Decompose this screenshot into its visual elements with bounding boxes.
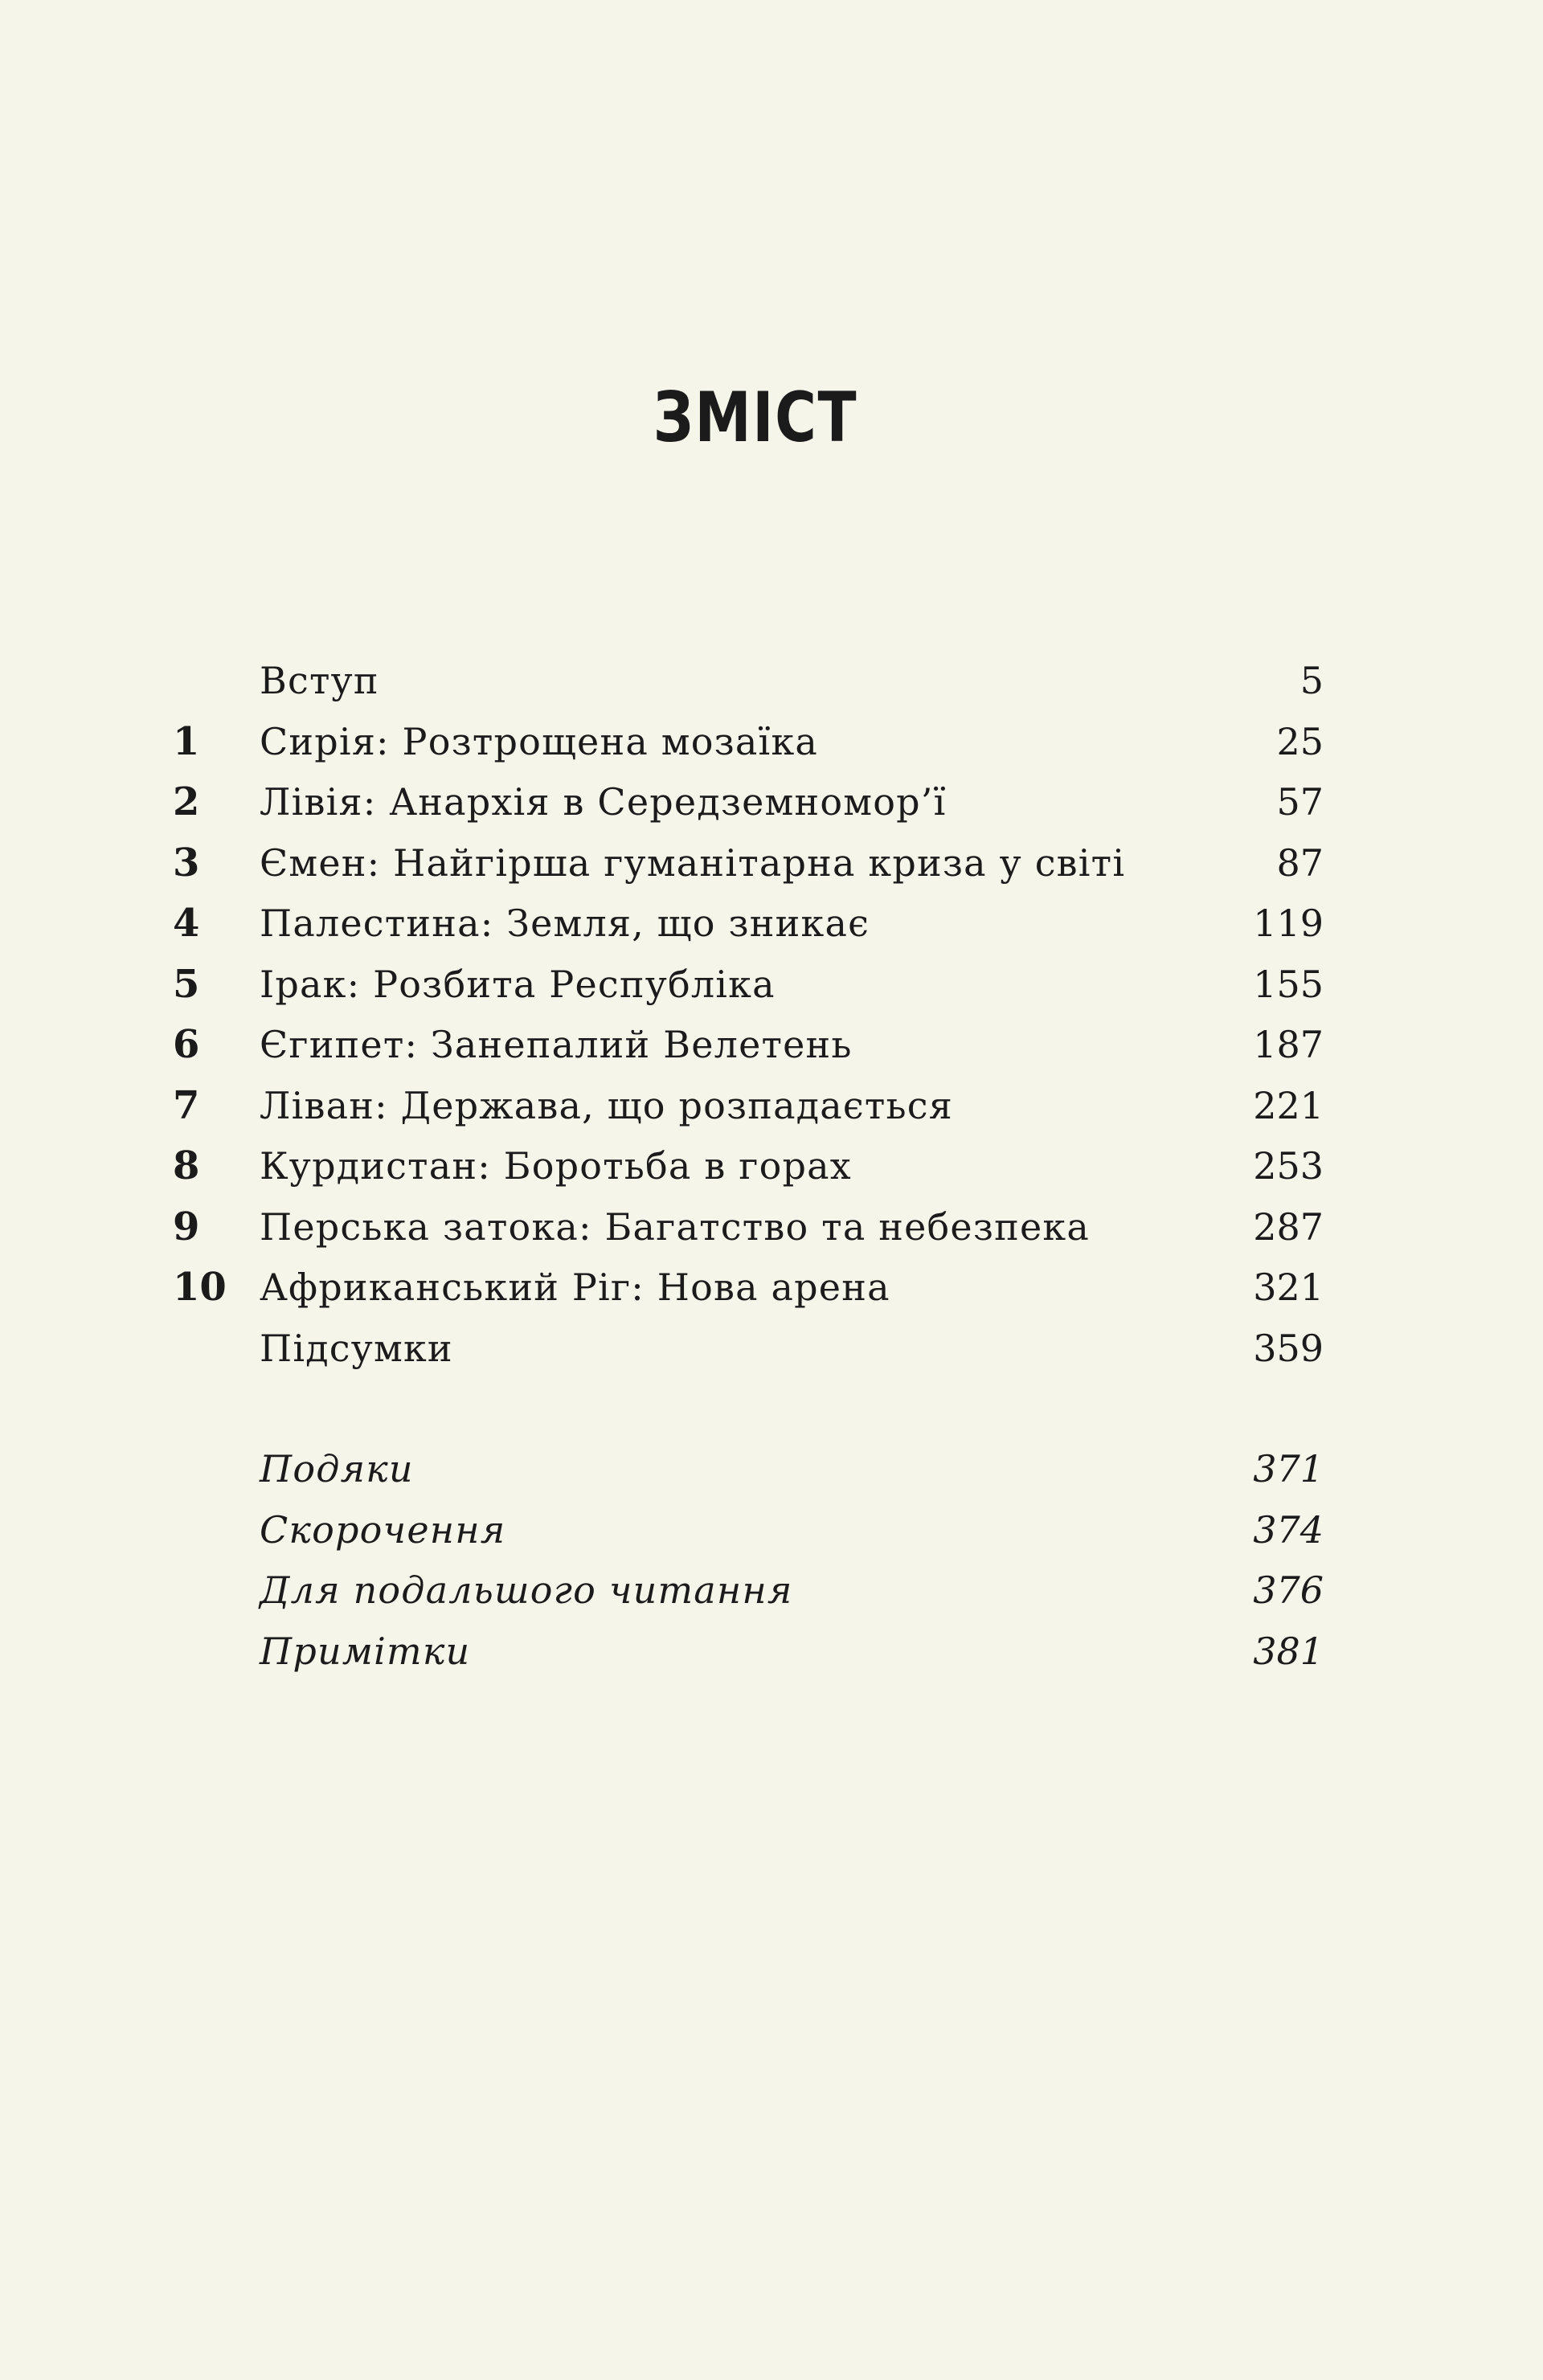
- page-number: 371: [1253, 1447, 1324, 1491]
- section-title: Скорочення: [260, 1507, 506, 1552]
- toc-entry-chapter-3[interactable]: [0, 833, 1543, 894]
- chapter-title: Вступ: [260, 659, 379, 702]
- toc-entry-chapter-1[interactable]: [0, 712, 1543, 773]
- toc-entry-abbreviations[interactable]: [0, 1500, 1543, 1561]
- chapter-number: 5: [173, 961, 200, 1007]
- toc-entry-conclusion[interactable]: [0, 1319, 1543, 1380]
- toc-entry-chapter-10[interactable]: [0, 1257, 1543, 1319]
- toc-entry-chapter-4[interactable]: [0, 894, 1543, 955]
- chapter-title: Лівія: Анархія в Середземномор’ї: [260, 780, 947, 824]
- page-number: 25: [1276, 719, 1324, 763]
- page-number: 155: [1253, 962, 1324, 1006]
- toc-entry-chapter-8[interactable]: [0, 1136, 1543, 1197]
- chapter-number: 2: [173, 779, 200, 824]
- page-number: 253: [1253, 1144, 1324, 1188]
- chapter-title: Перська затока: Багатство та небезпека: [260, 1204, 1091, 1249]
- page-number: 57: [1276, 780, 1324, 824]
- page-number: 5: [1299, 659, 1324, 702]
- toc-entry-chapter-2[interactable]: [0, 772, 1543, 833]
- page-number: 221: [1253, 1083, 1324, 1127]
- page-number: 119: [1253, 902, 1324, 945]
- chapter-title: Ємен: Найгірша гуманітарна криза у світі: [260, 840, 1126, 885]
- toc-entry-chapter-7[interactable]: [0, 1076, 1543, 1137]
- chapter-number: 3: [173, 840, 200, 885]
- chapter-title: Ліван: Держава, що розпадається: [260, 1083, 953, 1127]
- page-number: 374: [1253, 1507, 1324, 1552]
- page-number: 381: [1253, 1629, 1324, 1673]
- chapter-number: 8: [173, 1143, 200, 1188]
- page-number: 376: [1253, 1568, 1324, 1612]
- page-title: ЗМІСТ: [653, 378, 858, 458]
- toc-entry-notes[interactable]: [0, 1621, 1543, 1683]
- chapter-title: Палестина: Земля, що зникає: [260, 902, 870, 945]
- page-number: 87: [1276, 840, 1324, 885]
- page-number: 187: [1253, 1023, 1324, 1066]
- chapter-title: Сирія: Розтрощена мозаїка: [260, 719, 819, 763]
- section-title: Примітки: [260, 1629, 471, 1673]
- toc-entry-chapter-6[interactable]: [0, 1015, 1543, 1076]
- chapter-number: 10: [173, 1265, 227, 1310]
- chapter-number: 6: [173, 1022, 200, 1067]
- toc-entry-chapter-9[interactable]: [0, 1197, 1543, 1258]
- chapter-title: Підсумки: [260, 1326, 453, 1370]
- chapter-number: 7: [173, 1082, 200, 1128]
- toc-entry-acknowledgements[interactable]: [0, 1439, 1543, 1500]
- section-title: Подяки: [260, 1447, 414, 1491]
- chapter-title: Єгипет: Занепалий Велетень: [260, 1023, 853, 1066]
- section-title: Для подальшого читання: [260, 1568, 793, 1612]
- chapter-number: 9: [173, 1204, 200, 1249]
- page-number: 359: [1253, 1326, 1324, 1370]
- chapter-title: Африканський Ріг: Нова арена: [260, 1266, 890, 1309]
- chapter-title: Курдистан: Боротьба в горах: [260, 1144, 852, 1188]
- chapter-number: 4: [173, 901, 200, 946]
- section-spacer: [0, 1379, 1543, 1439]
- toc-entry-chapter-5[interactable]: [0, 955, 1543, 1016]
- chapter-number: 1: [173, 718, 200, 764]
- chapter-title: Ірак: Розбита Республіка: [260, 962, 776, 1006]
- page-number: 321: [1253, 1266, 1324, 1309]
- toc-entry-introduction[interactable]: [0, 651, 1543, 712]
- table-of-contents: [0, 651, 1543, 1682]
- toc-entry-further-reading[interactable]: [0, 1560, 1543, 1621]
- page-number: 287: [1253, 1204, 1324, 1249]
